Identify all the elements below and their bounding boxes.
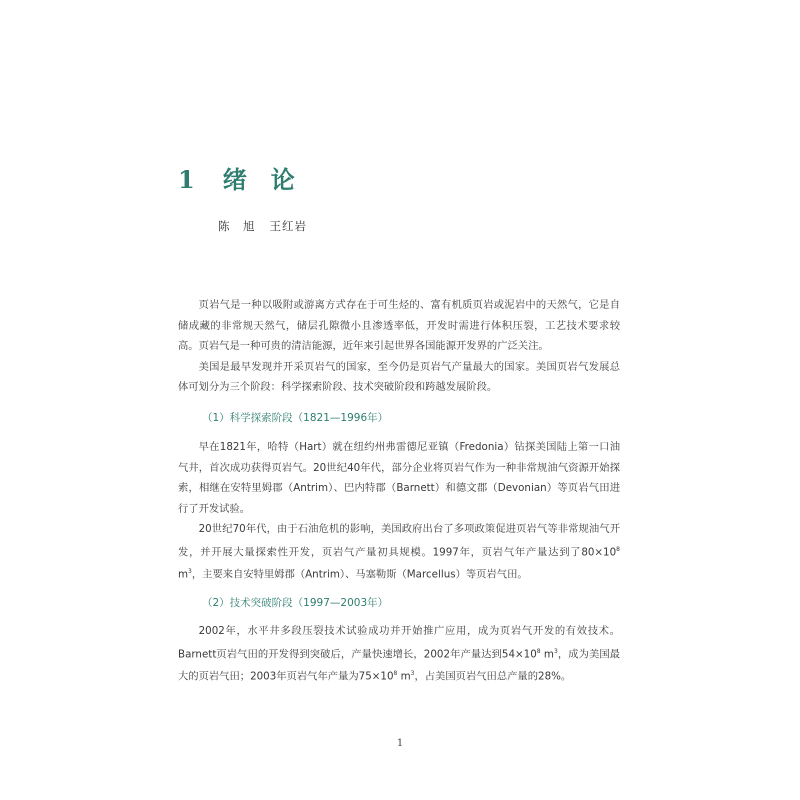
section-2-block xyxy=(178,621,620,687)
chapter-title-char-2: 论 xyxy=(270,165,297,194)
chapter-number: 1 xyxy=(178,165,197,194)
section-1-paragraph-1: 早在1821年，哈特（Hart）就在纽约州弗雷德尼亚镇（Fredonia）钻探美国陆上第一口油气井，首次成功获得页岩气。20世纪40年代，部分企业将页岩气作为一种非常规油气资源开始探索，相继在安特里姆郡（Antrim）、巴内特郡（Barnett）和德文郡（Devonian）等页岩气田进行了开发试验。 xyxy=(178,441,620,515)
chapter-title xyxy=(178,160,319,195)
section-1-paragraph-2: 20世纪70年代，由于石油危机的影响，美国政府出台了多项政策促进页岩气等非常规油气开发，并开展大量探索性开发，页岩气产量初具规模。1997年，页岩气年产量达到了$80\times 10^8$ $m^3$，主要来自安特里姆郡（Antrim）、马塞勒斯（Marcellus）等页岩气田。 xyxy=(178,523,620,581)
intro-block xyxy=(178,295,620,398)
intro-paragraph-1: 页岩气是一种以吸附或游离方式存在于可生烃的、富有机质页岩或泥岩中的天然气，它是自储成藏的非常规天然气，储层孔隙微小且渗透率低，开发时需进行体积压裂，工艺技术要求较高。页岩气是一种可贵的清洁能源，近年来引起世界各国能源开发界的广泛关注。 xyxy=(178,299,620,352)
author-2: 王红岩 xyxy=(269,219,307,233)
section-1-heading: （1）科学探索阶段（1821—1996年） xyxy=(202,412,389,424)
author-1: 陈 旭 xyxy=(218,219,256,233)
authors xyxy=(218,218,321,234)
page-number: 1 xyxy=(396,738,404,749)
section-2-paragraph-1: 2002年，水平井多段压裂技术试验成功并开始推广应用，成为页岩气开发的有效技术。Barnett页岩气田的开发得到突破后，产量快速增长，2002年产量达到$54\times 10^8$ $m^3$，成为美国最大的页岩气田；2003年页岩气年产量为$75\times 10^8$ $m^3$，占美国页岩气田总产量的28%。 xyxy=(178,625,620,683)
section-2-heading: （2）技术突破阶段（1997—2003年） xyxy=(202,597,389,609)
chapter-title-char-1: 绪 xyxy=(222,165,249,194)
section-1-block xyxy=(178,437,620,585)
intro-paragraph-2: 美国是最早发现并开采页岩气的国家，至今仍是页岩气产量最大的国家。美国页岩气发展总体可划分为三个阶段：科学探索阶段、技术突破阶段和跨越发展阶段。 xyxy=(178,360,620,393)
